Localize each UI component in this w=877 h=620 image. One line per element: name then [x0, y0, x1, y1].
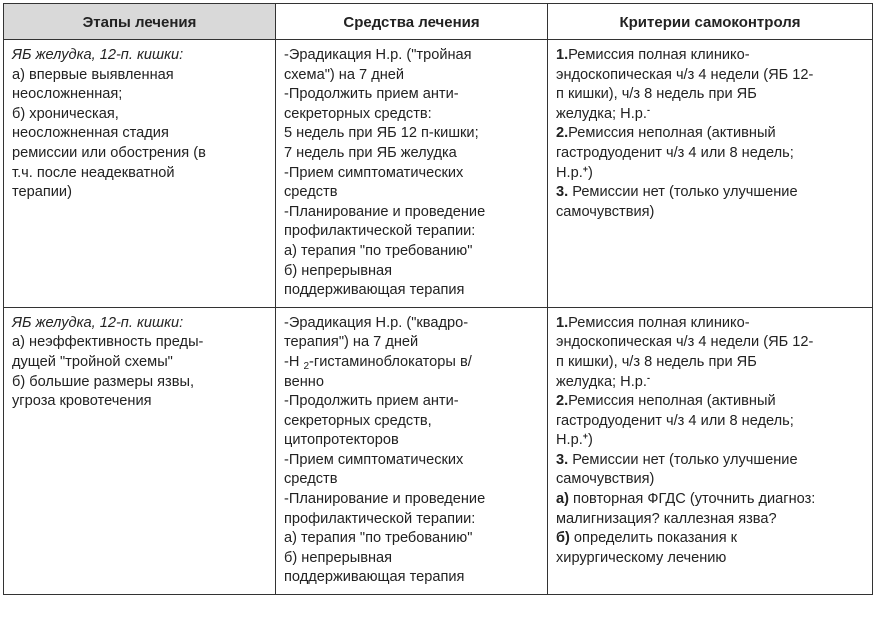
means-cell — [276, 40, 548, 308]
stage-title: ЯБ желудка, 12-п. кишки: — [12, 47, 184, 63]
stage-line: б) хроническая, — [12, 105, 119, 122]
means-line: профилактической терапии: — [284, 510, 476, 527]
means-line: -Н $_2$-гистаминоблокаторы в/ — [284, 353, 472, 372]
criteria-cell — [548, 307, 873, 594]
hp-negative-sign: - — [646, 372, 650, 383]
means-line: -Продолжить прием анти- — [284, 86, 459, 103]
criteria-number: 3. — [556, 184, 569, 201]
criteria-line: 2.Ремиссия неполная (активный — [556, 125, 776, 142]
criteria-line: желудка; Н.р.- — [556, 372, 650, 390]
stage-line: терапии) — [12, 184, 72, 201]
means-line: а) терапия "по требованию" — [284, 242, 473, 259]
stage-line: неосложненная; — [12, 86, 123, 103]
means-line: секреторных средств, — [284, 412, 432, 429]
criteria-line: б) определить показания к — [556, 530, 738, 547]
means-line: терапия") на 7 дней — [284, 334, 419, 351]
hp-positive-sign: + — [582, 431, 589, 442]
criteria-line: эндоскопическая ч/з 4 недели (ЯБ 12- — [556, 66, 814, 83]
means-line: венно — [284, 373, 324, 390]
table-row — [4, 40, 873, 308]
means-line: средств — [284, 184, 338, 201]
stage-line: неосложненная стадия — [12, 125, 169, 142]
stages-cell — [4, 307, 276, 594]
means-line: -Эрадикация Н.р. ("тройная — [284, 47, 472, 63]
stage-line: б) большие размеры язвы, — [12, 373, 195, 390]
means-line: а) терапия "по требованию" — [284, 530, 473, 547]
criteria-line: 1.Ремиссия полная клинико- — [556, 314, 750, 331]
stage-line: а) впервые выявленная — [12, 66, 174, 83]
means-cell — [276, 307, 548, 594]
hp-negative-sign: - — [646, 104, 650, 115]
criteria-line: гастродуоденит ч/з 4 или 8 недель; — [556, 144, 794, 161]
stage-title: ЯБ желудка, 12-п. кишки: — [12, 314, 184, 331]
header-row — [4, 4, 873, 40]
criteria-line: желудка; Н.р.- — [556, 104, 650, 122]
means-line: поддерживающая терапия — [284, 569, 465, 586]
criteria-line: 2.Ремиссия неполная (активный — [556, 393, 776, 410]
criteria-line: хирургическому лечению — [556, 549, 727, 566]
stage-line: а) неэффективность преды- — [12, 334, 204, 351]
means-line: б) непрерывная — [284, 262, 393, 279]
criteria-line: Н.р.+) — [556, 431, 593, 449]
means-line: схема") на 7 дней — [284, 66, 405, 83]
criteria-number: 1. — [556, 47, 569, 63]
stage-line: ремиссии или обострения (в — [12, 144, 206, 161]
criteria-line: п кишки), ч/з 8 недель при ЯБ — [556, 86, 757, 103]
means-line: -Прием симптоматических — [284, 164, 464, 181]
header-stages: Этапы лечения — [4, 4, 276, 40]
means-line: профилактической терапии: — [284, 223, 476, 240]
means-line: -Прием симптоматических — [284, 451, 464, 468]
means-line: -Продолжить прием анти- — [284, 393, 459, 410]
criteria-number: 1. — [556, 314, 569, 331]
criteria-letter: б) — [556, 530, 570, 547]
criteria-line: п кишки), ч/з 8 недель при ЯБ — [556, 353, 757, 370]
means-line: секреторных средств: — [284, 105, 432, 122]
header-criteria: Критерии самоконтроля — [548, 4, 873, 40]
means-line: -Эрадикация Н.р. ("квадро- — [284, 314, 469, 331]
means-line: цитопротекторов — [284, 432, 399, 449]
means-line: -Планирование и проведение — [284, 491, 486, 508]
criteria-line: Н.р.+) — [556, 163, 593, 181]
criteria-line: 3. Ремиссии нет (только улучшение — [556, 184, 798, 201]
treatment-table — [3, 3, 873, 595]
means-line: 7 недель при ЯБ желудка — [284, 144, 457, 161]
h2-subscript: 2 — [303, 360, 310, 372]
criteria-line: малигнизация? каллезная язва? — [556, 510, 777, 527]
means-line: 5 недель при ЯБ 12 п-кишки; — [284, 125, 479, 142]
stages-cell — [4, 40, 276, 308]
stage-line: угроза кровотечения — [12, 393, 152, 410]
criteria-line: самочувствия) — [556, 471, 655, 488]
criteria-line: а) повторная ФГДС (уточнить диагноз: — [556, 491, 816, 508]
criteria-number: 3. — [556, 451, 569, 468]
criteria-line: 1.Ремиссия полная клинико- — [556, 47, 750, 63]
criteria-line: гастродуоденит ч/з 4 или 8 недель; — [556, 412, 794, 429]
criteria-letter: а) — [556, 491, 569, 508]
header-means: Средства лечения — [276, 4, 548, 40]
stage-line: дущей "тройной схемы" — [12, 353, 173, 370]
criteria-line: 3. Ремиссии нет (только улучшение — [556, 451, 798, 468]
means-line: -Планирование и проведение — [284, 203, 486, 220]
criteria-cell — [548, 40, 873, 308]
criteria-number: 2. — [556, 393, 569, 410]
means-line: поддерживающая терапия — [284, 282, 465, 299]
stage-line: т.ч. после неадекватной — [12, 164, 175, 181]
hp-positive-sign: + — [582, 163, 589, 174]
means-line: б) непрерывная — [284, 549, 393, 566]
criteria-number: 2. — [556, 125, 569, 142]
criteria-line: самочувствия) — [556, 203, 655, 220]
means-line: средств — [284, 471, 338, 488]
criteria-line: эндоскопическая ч/з 4 недели (ЯБ 12- — [556, 334, 814, 351]
table-row — [4, 307, 873, 594]
